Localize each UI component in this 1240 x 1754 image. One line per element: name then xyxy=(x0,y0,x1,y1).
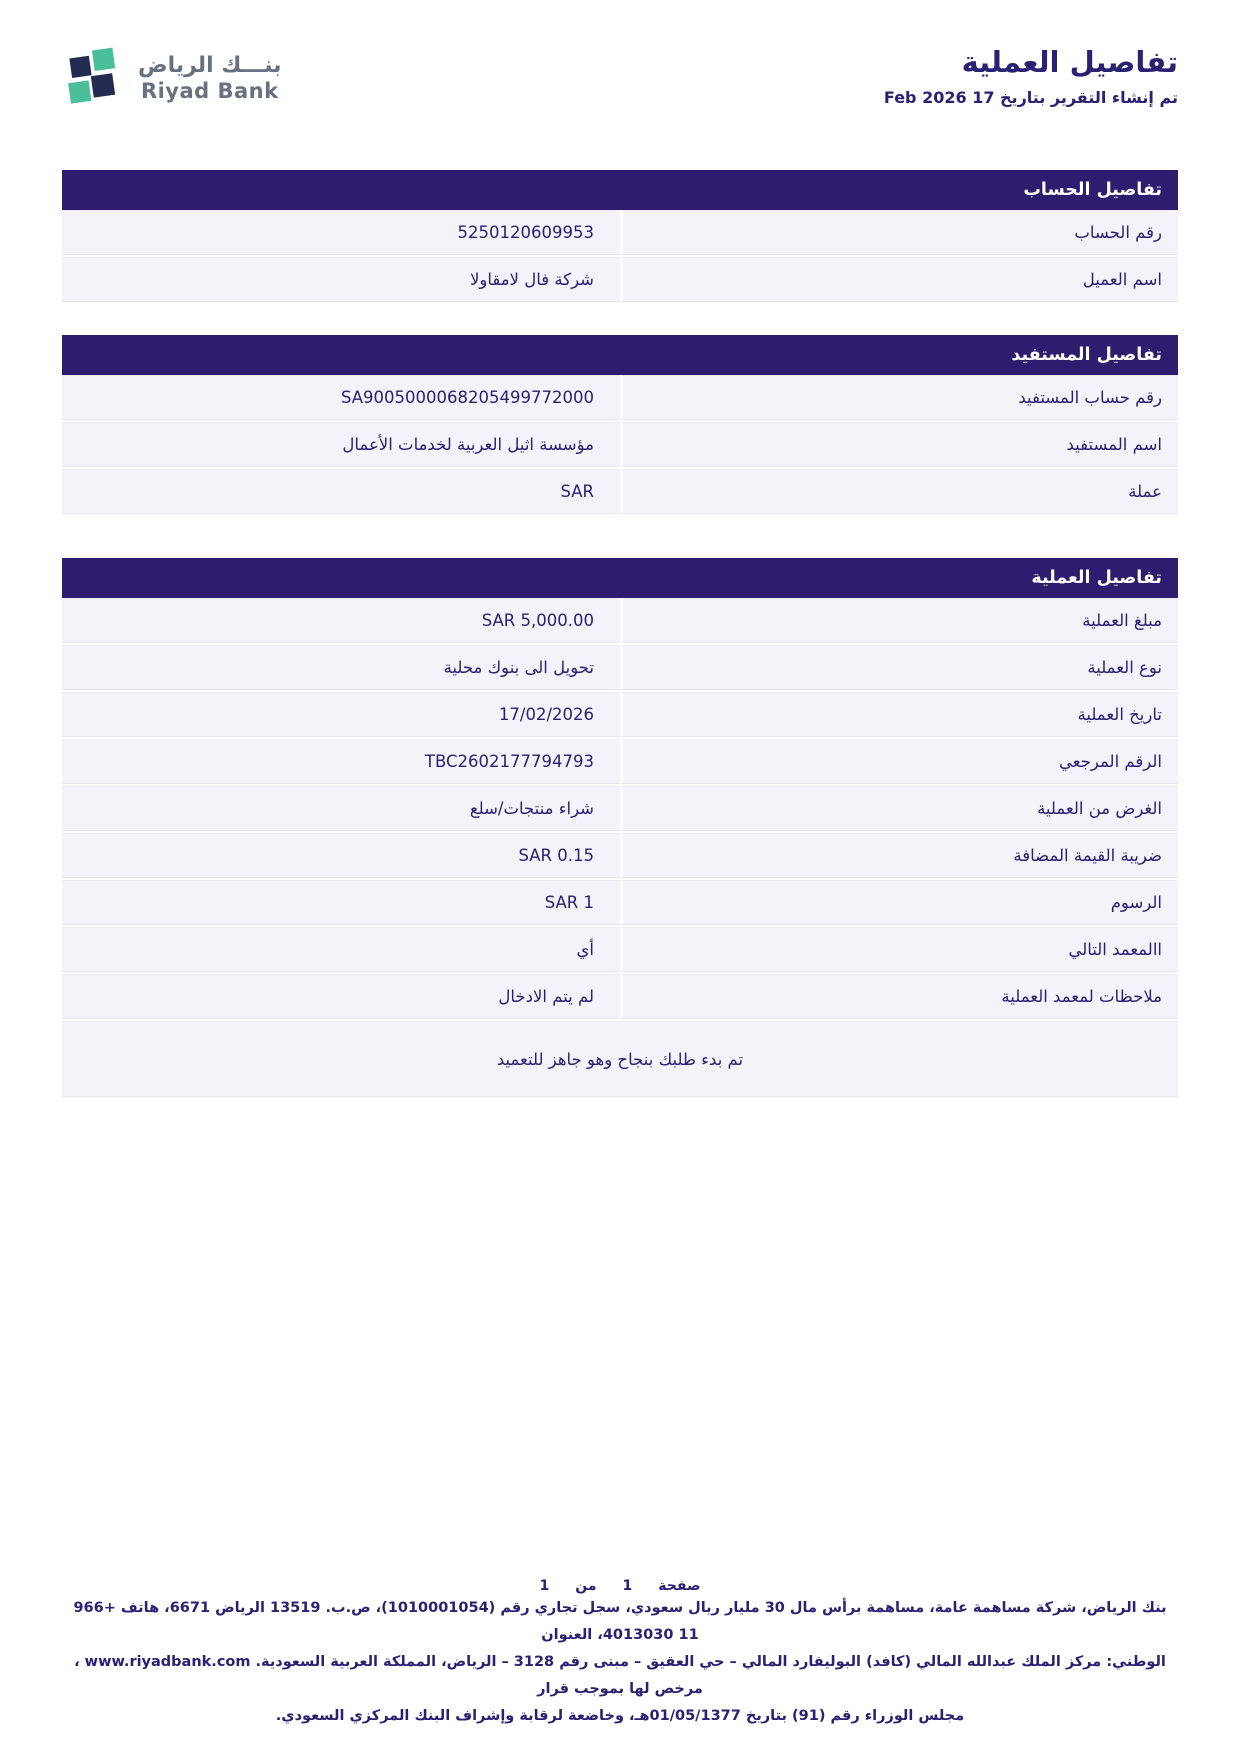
report-date-subtitle: تم إنشاء التقرير بتاريخ 17 Feb 2026 xyxy=(883,88,1178,108)
legal-line: بنك الرياض، شركة مساهمة عامة، مساهمة برأس مال 30 مليار ريال سعودي، سجل تجاري رقم (1010001054)، ص.ب. 13519 الرياض 6671، هاتف +966 11 4013030، العنوان xyxy=(73,1600,1167,1643)
page-number: 1 xyxy=(622,1578,633,1594)
page-indicator xyxy=(0,1578,1240,1594)
table-row xyxy=(62,469,1178,514)
table-row xyxy=(62,739,1178,784)
table-row xyxy=(62,375,1178,420)
row-value: 5250120609953 xyxy=(62,210,620,255)
legal-footer xyxy=(62,1595,1178,1730)
row-label: ضريبة القيمة المضافة xyxy=(620,833,1178,878)
row-label: الرقم المرجعي xyxy=(620,739,1178,784)
row-label: رقم الحساب xyxy=(620,210,1178,255)
table-row xyxy=(62,422,1178,467)
row-label: اسم المستفيد xyxy=(620,422,1178,467)
row-value: أي xyxy=(62,927,620,972)
transaction-details-table xyxy=(62,558,1178,1097)
row-value: SAR 5,000.00 xyxy=(62,598,620,643)
title-block xyxy=(884,46,1178,107)
row-value: مؤسسة اثيل العربية لخدمات الأعمال xyxy=(62,422,620,467)
table-row xyxy=(62,210,1178,255)
row-value: SAR 1 xyxy=(62,880,620,925)
row-label: مبلغ العملية xyxy=(620,598,1178,643)
table-row xyxy=(62,257,1178,302)
beneficiary-details-table xyxy=(62,335,1178,514)
status-message-row xyxy=(62,1021,1178,1097)
of-word: من xyxy=(575,1578,597,1594)
row-value: شراء منتجات/سلع xyxy=(62,786,620,831)
row-value: تحويل الى بنوك محلية xyxy=(62,645,620,690)
row-label: االمعمد التالي xyxy=(620,927,1178,972)
row-label: تاريخ العملية xyxy=(620,692,1178,737)
table-row xyxy=(62,645,1178,690)
row-value: SAR 0.15 xyxy=(62,833,620,878)
row-label: ملاحظات لمعمد العملية xyxy=(620,974,1178,1019)
page-word: صفحة xyxy=(658,1578,701,1594)
row-value: SA9005000068205499772000 xyxy=(62,375,620,420)
table-title: تفاصيل الحساب xyxy=(62,170,1178,210)
row-label: الرسوم xyxy=(620,880,1178,925)
row-value: SAR xyxy=(62,469,620,514)
account-details-table xyxy=(62,170,1178,302)
row-value: لم يتم الادخال xyxy=(62,974,620,1019)
table-row xyxy=(62,974,1178,1019)
legal-line: الوطني: مركز الملك عبدالله المالي (كافد) البوليفارد المالي – حي العقيق – مبنى رقم 3128 – الرياض، المملكة العربية السعودية. www.riyadbank.com ، مرخص لها بموجب قرار xyxy=(74,1654,1166,1697)
table-title: تفاصيل العملية xyxy=(62,558,1178,598)
table-row xyxy=(62,692,1178,737)
row-value: شركة فال لامقاولا xyxy=(62,257,620,302)
table-row xyxy=(62,833,1178,878)
row-label: الغرض من العملية xyxy=(620,786,1178,831)
total-pages: 1 xyxy=(539,1578,550,1594)
logo-english-name: Riyad Bank xyxy=(140,78,279,103)
row-label: عملة xyxy=(620,469,1178,514)
status-message: تم بدء طلبك بنجاح وهو جاهز للتعميد xyxy=(62,1021,1178,1097)
row-label: رقم حساب المستفيد xyxy=(620,375,1178,420)
table-row xyxy=(62,598,1178,643)
table-row xyxy=(62,927,1178,972)
logo-text xyxy=(138,53,282,102)
row-value: TBC2602177794793 xyxy=(62,739,620,784)
page-title: تفاصيل العملية xyxy=(961,45,1178,79)
table-row xyxy=(62,880,1178,925)
table-title: تفاصيل المستفيد xyxy=(62,335,1178,375)
row-value: 17/02/2026 xyxy=(62,692,620,737)
riyad-bank-logo-icon xyxy=(62,46,122,110)
logo-arabic-name: بنـــك الرياض xyxy=(138,53,282,79)
row-label: اسم العميل xyxy=(620,257,1178,302)
table-row xyxy=(62,786,1178,831)
row-label: نوع العملية xyxy=(620,645,1178,690)
document-header xyxy=(0,0,1240,110)
legal-line: مجلس الوزراء رقم (91) بتاريخ 01/05/1377هـ، وخاضعة لرقابة وإشراف البنك المركزي السعودي. xyxy=(275,1708,965,1724)
riyad-bank-logo xyxy=(62,46,282,110)
